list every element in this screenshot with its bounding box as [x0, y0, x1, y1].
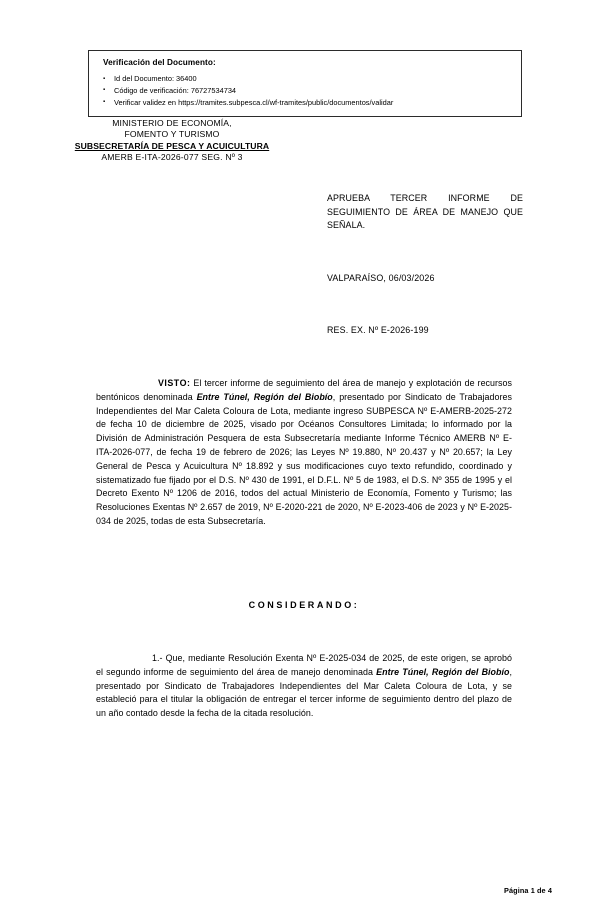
verification-title: Verificación del Documento:	[103, 58, 216, 67]
verification-item-url	[103, 97, 513, 109]
verification-item-code	[103, 85, 513, 97]
verification-list	[103, 73, 513, 109]
visto-area-name: Entre Túnel, Región del Biobío	[196, 391, 333, 402]
verification-item-document-id	[103, 73, 513, 85]
page-number: Página 1 de 4	[504, 886, 552, 895]
visto-text-segment-2: , presentado por Sindicato de Trabajadores Independientes del Mar Caleta Coloura de Lota, mediante ingreso SUBPESCA Nº E-AMERB-2025-272 de fecha 10 de diciembre de 2025, visado por Océanos Consultores Limitada; lo informado por la División de Administración Pesquera de esta Subsecretaría mediante Informe Técnico AMERB Nº E-ITA-2026-077, de fecha 19 de febrero de 2026; las Leyes Nº 19.880, Nº 20.437 y Nº 20.657; la Ley General de Pesca y Acuicultura Nº 18.892 y sus modificaciones cuyo texto refundido, coordinado y sistematizado fue fijado por el D.S. Nº 430 de 1991, el D.F.L. Nº 5 de 1983, el D.S. Nº 355 de 1995 y el Decreto Exento Nº 1206 de 2016, todos del actual Ministerio de Economía, Fomento y Turismo; las Resoluciones Exentas Nº 2.657 de 2019, Nº E-2020-221 de 2020, Nº E-2023-406 de 2023 y Nº E-2025-034 de 2025, todas de esta Subsecretaría.	[96, 391, 512, 526]
verification-url-link[interactable]: https://tramites.subpesca.cl/wf-tramites/public/documentos/validar	[178, 97, 394, 107]
verification-item-separator: :	[171, 74, 177, 83]
verification-item-label: Código de verificación	[114, 85, 187, 95]
bullet-icon: ▪	[103, 75, 106, 82]
considerando-1-area-name: Entre Túnel, Región del Biobío	[376, 666, 510, 677]
verification-item-value: 76727534734	[190, 85, 237, 95]
visto-paragraph	[96, 377, 512, 529]
considerando-1-segment-2: , presentado por Sindicato de Trabajadores Independientes del Mar Caleta Coloura de Lota, y se estableció para el titular la obligación de entregar el tercer informe de seguimiento dentro del plazo de un año contado desde la fecha de la citada resolución.	[96, 666, 512, 719]
subject-block: APRUEBA TERCER INFORME DE SEGUIMIENTO DE ÁREA DE MANEJO QUE SEÑALA.	[327, 193, 523, 231]
verification-item-label: Verificar validez en	[114, 97, 177, 107]
letterhead-ministry-line1: MINISTERIO DE ECONOMÍA,	[112, 118, 232, 128]
letterhead-ministry-line2: FOMENTO Y TURISMO	[124, 129, 220, 140]
considerando-item-1	[96, 652, 512, 721]
bullet-icon: ▪	[103, 87, 106, 94]
letterhead-subsecretariat: SUBSECRETARÍA DE PESCA Y ACUICULTURA	[74, 140, 270, 151]
letterhead	[46, 118, 298, 163]
visto-text-segment-1: El tercer informe de seguimiento del área de manejo y explotación de recursos bentónicos denominada	[96, 378, 512, 402]
verification-item-separator: :	[186, 85, 191, 95]
verification-item-value: 36400	[176, 74, 197, 83]
verification-item-label: Id del Documento	[114, 74, 172, 83]
resolution-number: RES. EX. Nº E-2026-199	[327, 325, 429, 335]
considerando-1-segment-1: 1.- Que, mediante Resolución Exenta Nº E-2025-034 de 2025, de este origen, se aprobó el segundo informe de seguimiento del área de manejo denominada	[96, 653, 512, 677]
place-and-date: VALPARAÍSO, 06/03/2026	[327, 273, 435, 283]
visto-keyword: VISTO:	[158, 378, 191, 388]
verification-box	[88, 50, 522, 117]
considerando-heading: CONSIDERANDO:	[248, 600, 360, 610]
letterhead-file-code: AMERB E-ITA-2026-077 SEG. Nº 3	[101, 152, 243, 163]
bullet-icon: ▪	[103, 99, 106, 106]
